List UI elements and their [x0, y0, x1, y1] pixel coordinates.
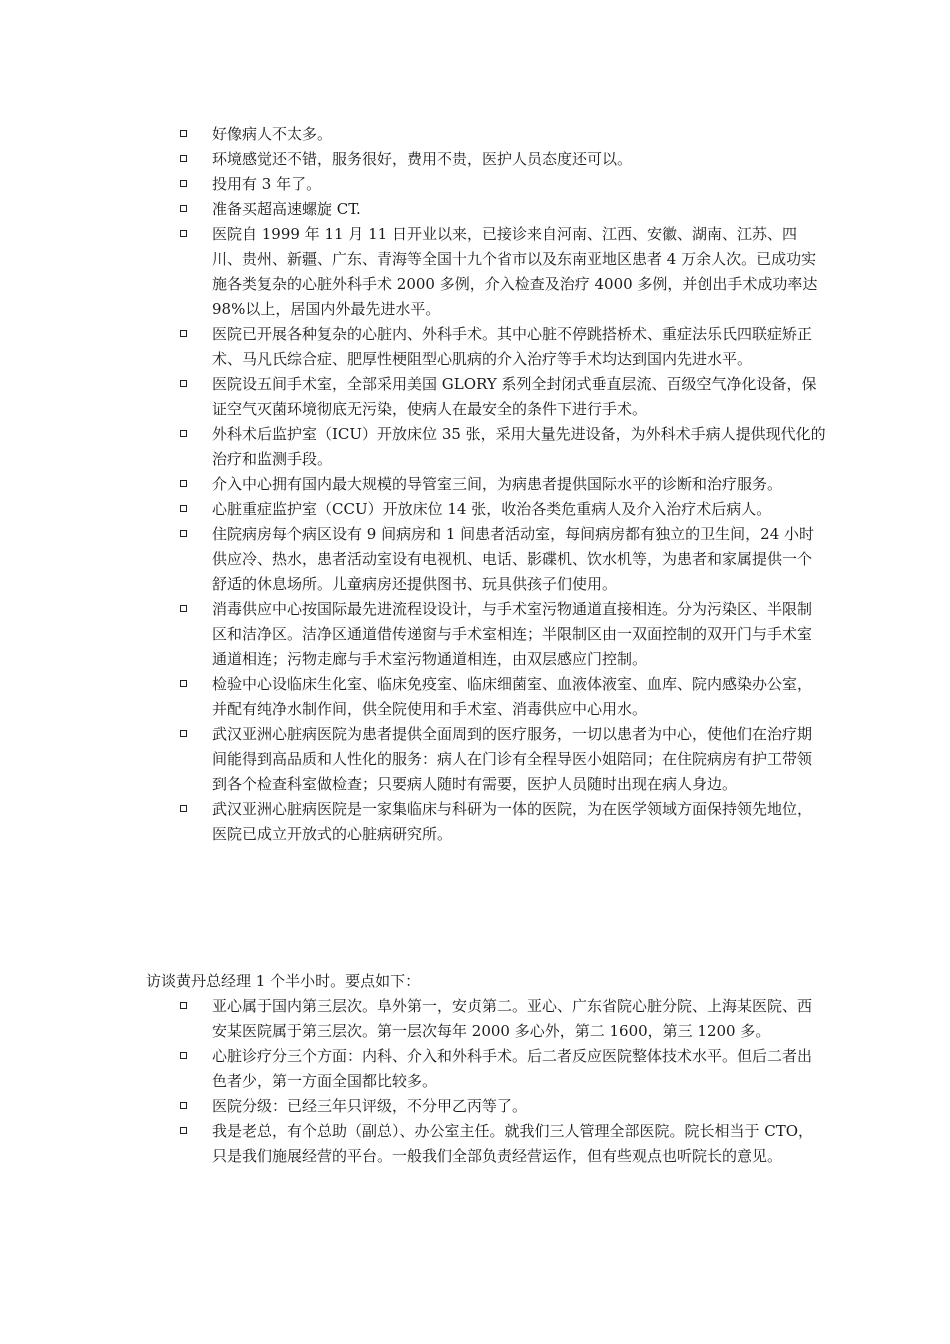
list-item-text: 检验中心设临床生化室、临床免疫室、临床细菌室、血液体液室、血库、院内感染办公室，并配有纯净水制作间，供全院使用和手术室、消毒供应中心用水。 — [212, 675, 813, 718]
square-bullet-icon — [180, 330, 187, 337]
square-bullet-icon — [180, 605, 187, 612]
list-item-text: 好像病人不太多。 — [212, 125, 333, 143]
list-item — [176, 122, 826, 147]
hospital-notes-list — [176, 122, 826, 847]
list-item-text: 住院病房每个病区设有 9 间病房和 1 间患者活动室，每间病房都有独立的卫生间，24 小时供应冷、热水，患者活动室设有电视机、电话、影碟机、饮水机等，为患者和家属提供一个舒适的休息场所。儿童病房还提供图书、玩具供孩子们使用。 — [212, 525, 815, 593]
list-item — [176, 422, 826, 472]
square-bullet-icon — [180, 1052, 187, 1059]
square-bullet-icon — [180, 1002, 187, 1009]
list-item-text: 医院设五间手术室，全部采用美国 GLORY 系列全封闭式垂直层流、百级空气净化设备，保证空气灭菌环境彻底无污染，使病人在最安全的条件下进行手术。 — [212, 375, 817, 418]
square-bullet-icon — [180, 480, 187, 487]
square-bullet-icon — [180, 205, 187, 212]
square-bullet-icon — [180, 430, 187, 437]
list-item-text: 环境感觉还不错，服务很好，费用不贵，医护人员态度还可以。 — [212, 150, 633, 168]
list-item — [176, 497, 826, 522]
list-item — [176, 197, 826, 222]
list-item-text: 心脏重症监护室（CCU）开放床位 14 张，收治各类危重病人及介入治疗术后病人。 — [212, 500, 772, 518]
list-item — [176, 322, 826, 372]
list-item — [176, 672, 826, 722]
list-item-text: 武汉亚洲心脏病医院是一家集临床与科研为一体的医院，为在医学领域方面保持领先地位，医院已成立开放式的心脏病研究所。 — [212, 800, 813, 843]
list-item-text: 心脏诊疗分三个方面：内科、介入和外科手术。后二者反应医院整体技术水平。但后二者出色者少，第一方面全国都比较多。 — [212, 1047, 813, 1090]
list-item — [176, 222, 826, 322]
interview-points-list — [176, 994, 826, 1169]
list-item — [176, 472, 826, 497]
list-item-text: 介入中心拥有国内最大规模的导管室三间，为病患者提供国际水平的诊断和治疗服务。 — [212, 475, 783, 493]
list-item — [176, 722, 826, 797]
list-item — [176, 797, 826, 847]
list-item-text: 消毒供应中心按国际最先进流程设设计，与手术室污物通道直接相连。分为污染区、半限制区和洁净区。洁净区通道借传递窗与手术室相连；半限制区由一双面控制的双开门与手术室通道相连；污物走廊与手术室污物通道相连，由双层感应门控制。 — [212, 600, 813, 668]
list-item — [176, 597, 826, 672]
square-bullet-icon — [180, 1102, 187, 1109]
square-bullet-icon — [180, 730, 187, 737]
square-bullet-icon — [180, 505, 187, 512]
list-item-text: 外科术后监护室（ICU）开放床位 35 张，采用大量先进设备，为外科术手病人提供现代化的治疗和监测手段。 — [212, 425, 826, 468]
list-item-text: 亚心属于国内第三层次。阜外第一，安贞第二。亚心、广东省院心脏分院、上海某医院、西安某医院属于第三层次。第一层次每年 2000 多心外，第二 1600，第三 1200 多。 — [212, 997, 813, 1040]
list-item-text: 准备买超高速螺旋 CT. — [212, 200, 361, 218]
list-item — [176, 1119, 826, 1169]
square-bullet-icon — [180, 805, 187, 812]
interview-intro: 访谈黄丹总经理 1 个半小时。要点如下： — [146, 972, 421, 990]
list-item-text: 武汉亚洲心脏病医院为患者提供全面周到的医疗服务，一切以患者为中心，使他们在治疗期间能得到高品质和人性化的服务：病人在门诊有全程导医小姐陪同；在住院病房有护工带领到各个检查科室做检查；只要病人随时有需要，医护人员随时出现在病人身边。 — [212, 725, 813, 793]
list-item — [176, 147, 826, 172]
list-item-text: 医院自 1999 年 11 月 11 日开业以来，已接诊来自河南、江西、安徽、湖南、江苏、四川、贵州、新疆、广东、青海等全国十九个省市以及东南亚地区患者 4 万余人次。已成功实施各类复杂的心脏外科手术 2000 多例，介入检查及治疗 4000 多例，并创出手术成功率达 98%以上，居国内外最先进水平。 — [212, 225, 818, 318]
square-bullet-icon — [180, 230, 187, 237]
list-item-text: 医院分级：已经三年只评级，不分甲乙丙等了。 — [212, 1097, 528, 1115]
square-bullet-icon — [180, 155, 187, 162]
list-item-text: 投用有 3 年了。 — [212, 175, 322, 193]
square-bullet-icon — [180, 680, 187, 687]
list-item-text: 医院已开展各种复杂的心脏内、外科手术。其中心脏不停跳搭桥术、重症法乐氏四联症矫正术、马凡氏综合症、肥厚性梗阻型心肌病的介入治疗等手术均达到国内先进水平。 — [212, 325, 813, 368]
square-bullet-icon — [180, 130, 187, 137]
square-bullet-icon — [180, 180, 187, 187]
list-item — [176, 1044, 826, 1094]
list-item — [176, 522, 826, 597]
list-item-text: 我是老总，有个总助（副总）、办公室主任。就我们三人管理全部医院。院长相当于 CTO，只是我们施展经营的平台。一般我们全部负责经营运作，但有些观点也听院长的意见。 — [212, 1122, 814, 1165]
list-item — [176, 1094, 826, 1119]
square-bullet-icon — [180, 380, 187, 387]
list-item — [176, 172, 826, 197]
list-item — [176, 994, 826, 1044]
square-bullet-icon — [180, 1127, 187, 1134]
square-bullet-icon — [180, 530, 187, 537]
list-item — [176, 372, 826, 422]
